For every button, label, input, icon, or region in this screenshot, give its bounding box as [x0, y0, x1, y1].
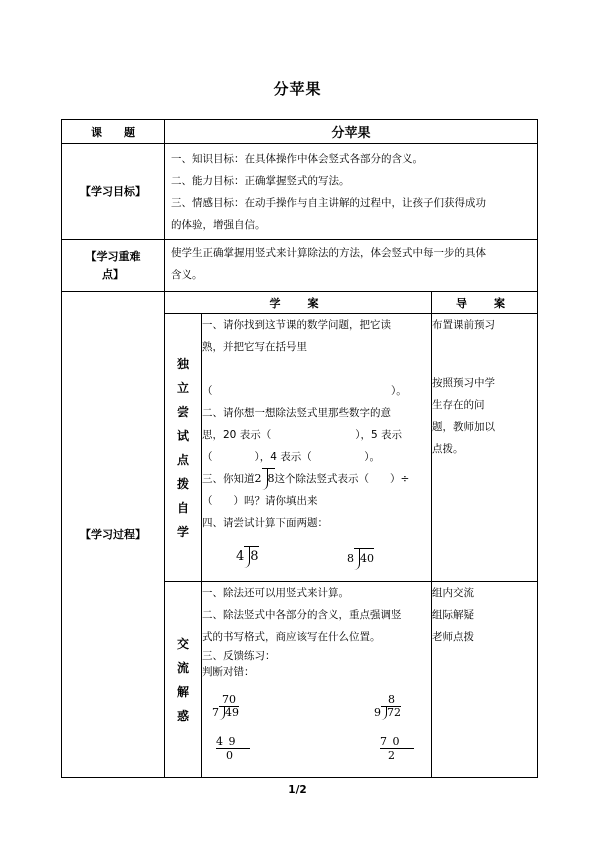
- exchange-guide: [432, 582, 538, 778]
- guide-line: 生存在的问: [432, 399, 485, 411]
- guide-line: 布置课前预习: [432, 319, 495, 331]
- study-line: 熟，并把它写在括号里: [202, 341, 307, 353]
- guide-column-header: 导 案: [432, 292, 538, 314]
- study-text: 三、你知道: [202, 473, 255, 485]
- exchange-line: 式的书写格式，商应该写在什么位置。: [202, 631, 381, 643]
- divisor: 2: [254, 472, 262, 485]
- guide-line: 老师点拨: [432, 631, 474, 643]
- study-line: 四、请尝试计算下面两题：: [202, 517, 328, 529]
- goals-content: [165, 144, 538, 240]
- key-points-content: [165, 240, 538, 292]
- guide-line: 按照预习中学: [432, 377, 495, 389]
- key-points-label: [62, 240, 165, 292]
- quotient: 70: [222, 693, 236, 706]
- title-char: 点: [176, 452, 189, 467]
- title-char: 惑: [176, 708, 189, 723]
- dividend: 49: [225, 706, 239, 719]
- divisor: 7: [212, 706, 219, 719]
- topic-row: [62, 120, 538, 144]
- divisor: 4: [236, 549, 245, 564]
- title-char: 试: [176, 428, 189, 443]
- goal-line: 三、情感目标：在动手操作与自主讲解的过程中，让孩子们获得成功: [171, 197, 486, 209]
- practice-problems: [202, 534, 431, 572]
- goals-label: 【学习目标】: [62, 144, 165, 240]
- judge-problem-2: [374, 694, 424, 763]
- problem-2: [347, 548, 374, 570]
- product: 4 9: [216, 736, 250, 749]
- exchange-line: 二、除法竖式中各部分的含义，重点强调竖: [202, 609, 402, 621]
- study-line: （ ），4 表示（ ）。: [202, 451, 381, 463]
- page-number: 1/2: [288, 784, 307, 796]
- judge-problem-1: [212, 694, 252, 763]
- topic-value: 分苹果: [165, 120, 538, 144]
- guide-line: 组际解疑: [432, 609, 474, 621]
- title-char: 独: [176, 356, 189, 371]
- dividend: 40: [360, 552, 374, 565]
- guide-line: 点拨。: [432, 443, 464, 455]
- study-answer-blank: （ ）。: [202, 385, 407, 397]
- title-char: 交: [176, 636, 189, 651]
- key-points-row: [62, 240, 538, 292]
- study-line: 二、请你想一想除法竖式里那些数字的意: [202, 407, 391, 419]
- title-char: 自: [176, 500, 189, 515]
- self-study-guide: [432, 314, 538, 582]
- title-char: 拨: [176, 476, 189, 491]
- study-line-with-division: [202, 468, 431, 490]
- goals-row: [62, 144, 538, 240]
- study-line: 一、请你找到这节课的数学问题，把它读: [202, 319, 391, 331]
- exchange-line: 一、除法还可以用竖式来计算。: [202, 587, 349, 599]
- remainder: 2: [388, 749, 395, 762]
- goal-line: 一、知识目标：在具体操作中体会竖式各部分的含义。: [171, 153, 423, 165]
- divisor: 8: [347, 552, 354, 565]
- lesson-table: [61, 119, 538, 778]
- dividend: 8: [267, 472, 275, 485]
- topic-label: 课 题: [62, 120, 165, 144]
- goal-line: 二、能力目标：正确掌握竖式的写法。: [171, 175, 350, 187]
- exchange-line: 三、反馈练习：: [202, 650, 276, 662]
- key-points-label-line: 【学习重难: [85, 249, 141, 263]
- study-column-header: 学 案: [165, 292, 432, 314]
- judge-problems: [202, 680, 431, 770]
- process-label: 【学习过程】: [62, 292, 165, 778]
- document-title: 分苹果: [273, 80, 322, 98]
- study-text: 这个除法竖式表示（ ）÷: [274, 473, 410, 485]
- guide-line: 题，教师加以: [432, 421, 495, 433]
- key-points-text: 含义。: [171, 269, 203, 281]
- key-points-text: 使学生正确掌握用竖式来计算除法的方法，体会竖式中每一步的具体: [171, 247, 486, 259]
- exchange-line: 判断对错：: [202, 666, 255, 678]
- self-study-title: [165, 314, 202, 582]
- dividend: 72: [387, 706, 401, 719]
- quotient: 8: [388, 693, 395, 706]
- title-char: 尝: [176, 404, 189, 419]
- key-points-label-line: 点】: [102, 267, 124, 281]
- exchange-title: [165, 582, 202, 778]
- self-study-content: [202, 314, 432, 582]
- goal-line: 的体验，增强自信。: [171, 219, 266, 231]
- study-line: （ ）吗？请你填出来: [202, 495, 318, 507]
- title-char: 立: [176, 380, 189, 395]
- title-char: 解: [176, 684, 189, 699]
- problem-1: [236, 546, 259, 568]
- process-header-row: [62, 292, 538, 314]
- dividend: 8: [250, 549, 259, 564]
- study-line: 思，20 表示（ ），5 表示: [202, 429, 402, 441]
- divisor: 9: [374, 706, 381, 719]
- product: 7 0: [380, 736, 414, 749]
- remainder: 0: [226, 749, 233, 762]
- guide-line: 组内交流: [432, 587, 474, 599]
- exchange-content: [202, 582, 432, 778]
- title-char: 学: [176, 524, 189, 539]
- inline-division: [255, 468, 275, 490]
- title-char: 流: [176, 660, 189, 675]
